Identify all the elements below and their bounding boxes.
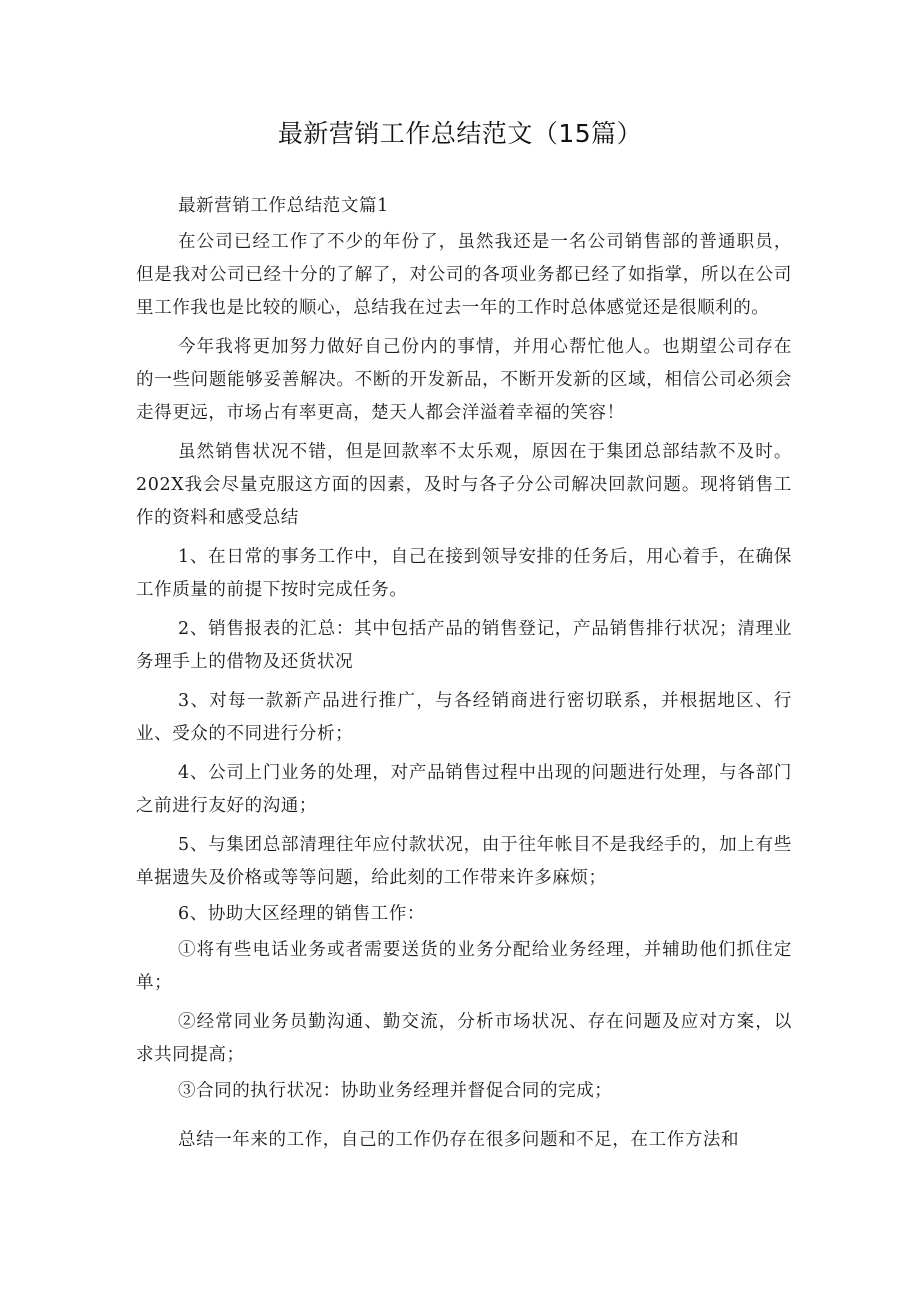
list-item: 2、销售报表的汇总：其中包括产品的销售登记，产品销售排行状况；清理业务理手上的借物及还货状况 — [136, 619, 792, 672]
sub-list-item: ③合同的执行状况：协助业务经理并督促合同的完成； — [178, 1081, 613, 1101]
paragraph: 今年我将更加努力做好自己份内的事情，并用心帮忙他人。也期望公司存在的一些问题能够妥善解决。不断的开发新品，不断开发新的区域，相信公司必须会走得更远，市场占有率更高，楚天人都会洋溢着幸福的笑容！ — [136, 337, 792, 423]
sub-list-item: ②经常同业务员勤沟通、勤交流，分析市场状况、存在问题及应对方案，以求共同提高； — [136, 1012, 792, 1065]
paragraph: 在公司已经工作了不少的年份了，虽然我还是一名公司销售部的普通职员，但是我对公司已经十分的了解了，对公司的各项业务都已经了如指掌，所以在公司里工作我也是比较的顺心，总结我在过去一年的工作时总体感觉还是很顺利的。 — [136, 232, 792, 318]
document-body — [136, 190, 792, 1157]
sub-list-item: ①将有些电话业务或者需要送货的业务分配给业务经理，并辅助他们抓住定单； — [136, 940, 792, 993]
paragraph: 总结一年来的工作，自己的工作仍存在很多问题和不足，在工作方法和 — [178, 1130, 740, 1150]
list-item: 3、对每一款新产品进行推广，与各经销商进行密切联系，并根据地区、行业、受众的不同进行分析； — [136, 691, 792, 744]
document-title: 最新营销工作总结范文（15篇） — [277, 119, 643, 148]
section-heading: 最新营销工作总结范文篇1 — [178, 196, 389, 216]
list-item: 5、与集团总部清理往年应付款状况，由于往年帐目不是我经手的，加上有些单据遗失及价格或等等问题，给此刻的工作带来许多麻烦； — [136, 835, 792, 888]
list-item: 4、公司上门业务的处理，对产品销售过程中出现的问题进行处理，与各部门之前进行友好的沟通； — [136, 763, 792, 816]
list-item: 6、协助大区经理的销售工作： — [178, 904, 426, 924]
list-item: 1、在日常的事务工作中，自己在接到领导安排的任务后，用心着手，在确保工作质量的前提下按时完成任务。 — [136, 547, 792, 600]
paragraph: 虽然销售状况不错，但是回款率不太乐观，原因在于集团总部结款不及时。202X我会尽量克服这方面的因素，及时与各子分公司解决回款问题。现将销售工作的资料和感受总结 — [136, 442, 792, 528]
